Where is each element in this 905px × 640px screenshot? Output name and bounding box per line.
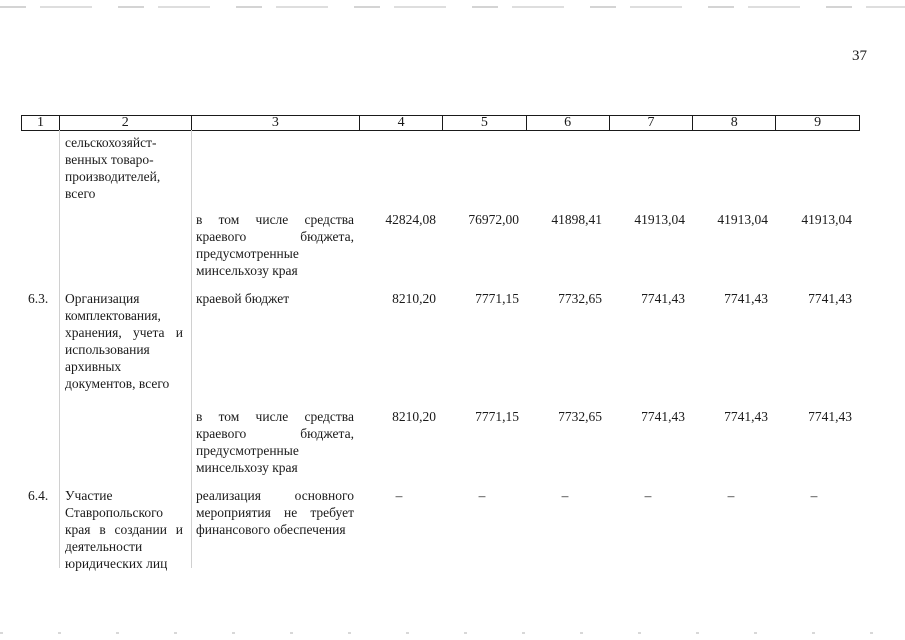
header-col-9: 9 [814,115,822,130]
column-guide [191,130,192,568]
row-sub-source: в том числе средства краевого бюджета, предусмотренные минсельхозу края [196,409,354,475]
row-name: Участие Ставропольского края в создании и деятельности юридических лиц [65,488,183,571]
column-guide [59,130,60,568]
header-col-5: 5 [443,116,527,130]
value-cell: 7741,43 [641,409,685,424]
value-cell: 7741,43 [808,409,852,424]
row-source: реализация основного мероприятия не требует финансового обеспечения [196,488,354,537]
value-cell: 76972,00 [468,212,519,227]
value-cell: 41913,04 [717,212,768,227]
value-cell: 41913,04 [801,212,852,227]
dash-cell: – [395,488,403,503]
row-number: 6.4. [28,488,49,503]
page-number: 37 [852,48,867,64]
continued-row-source: в том числе средства краевого бюджета, предусмотренные минсельхозу края [196,212,354,278]
value-cell: 41913,04 [634,212,685,227]
dash-cell: – [478,488,486,503]
value-cell: 7741,43 [808,291,852,306]
row-source: краевой бюджет [196,291,290,306]
value-cell: 7771,15 [475,409,519,424]
row-number: 6.3. [28,291,49,306]
row-name: Организация комплектования, хранения, учета и использования архивных документов, всего [65,291,183,391]
header-col-1: 1 [22,116,60,130]
scan-artifact-top [0,6,905,8]
dash-cell: – [810,488,818,503]
continued-row-name: сельскохозяйст- венных товаро- производителей, всего [65,135,161,201]
dash-cell: – [644,488,652,503]
value-cell: 41898,41 [551,212,602,227]
scan-artifact-bottom [0,632,905,634]
value-cell: 7741,43 [641,291,685,306]
value-cell: 7732,65 [558,291,602,306]
header-col-2: 2 [60,116,192,130]
header-col-4: 4 [360,116,443,130]
header-col-7: 7 [610,116,694,130]
header-col-8: 8 [693,116,776,130]
value-cell: 42824,08 [385,212,436,227]
header-col-6: 6 [527,116,610,130]
header-col-3: 3 [192,116,361,130]
value-cell: 8210,20 [392,291,436,306]
value-cell: 7732,65 [558,409,602,424]
value-cell: 8210,20 [392,409,436,424]
dash-cell: – [561,488,569,503]
value-cell: 7741,43 [724,291,768,306]
value-cell: 7771,15 [475,291,519,306]
value-cell: 7741,43 [724,409,768,424]
dash-cell: – [727,488,735,503]
table-header-row [21,115,860,131]
